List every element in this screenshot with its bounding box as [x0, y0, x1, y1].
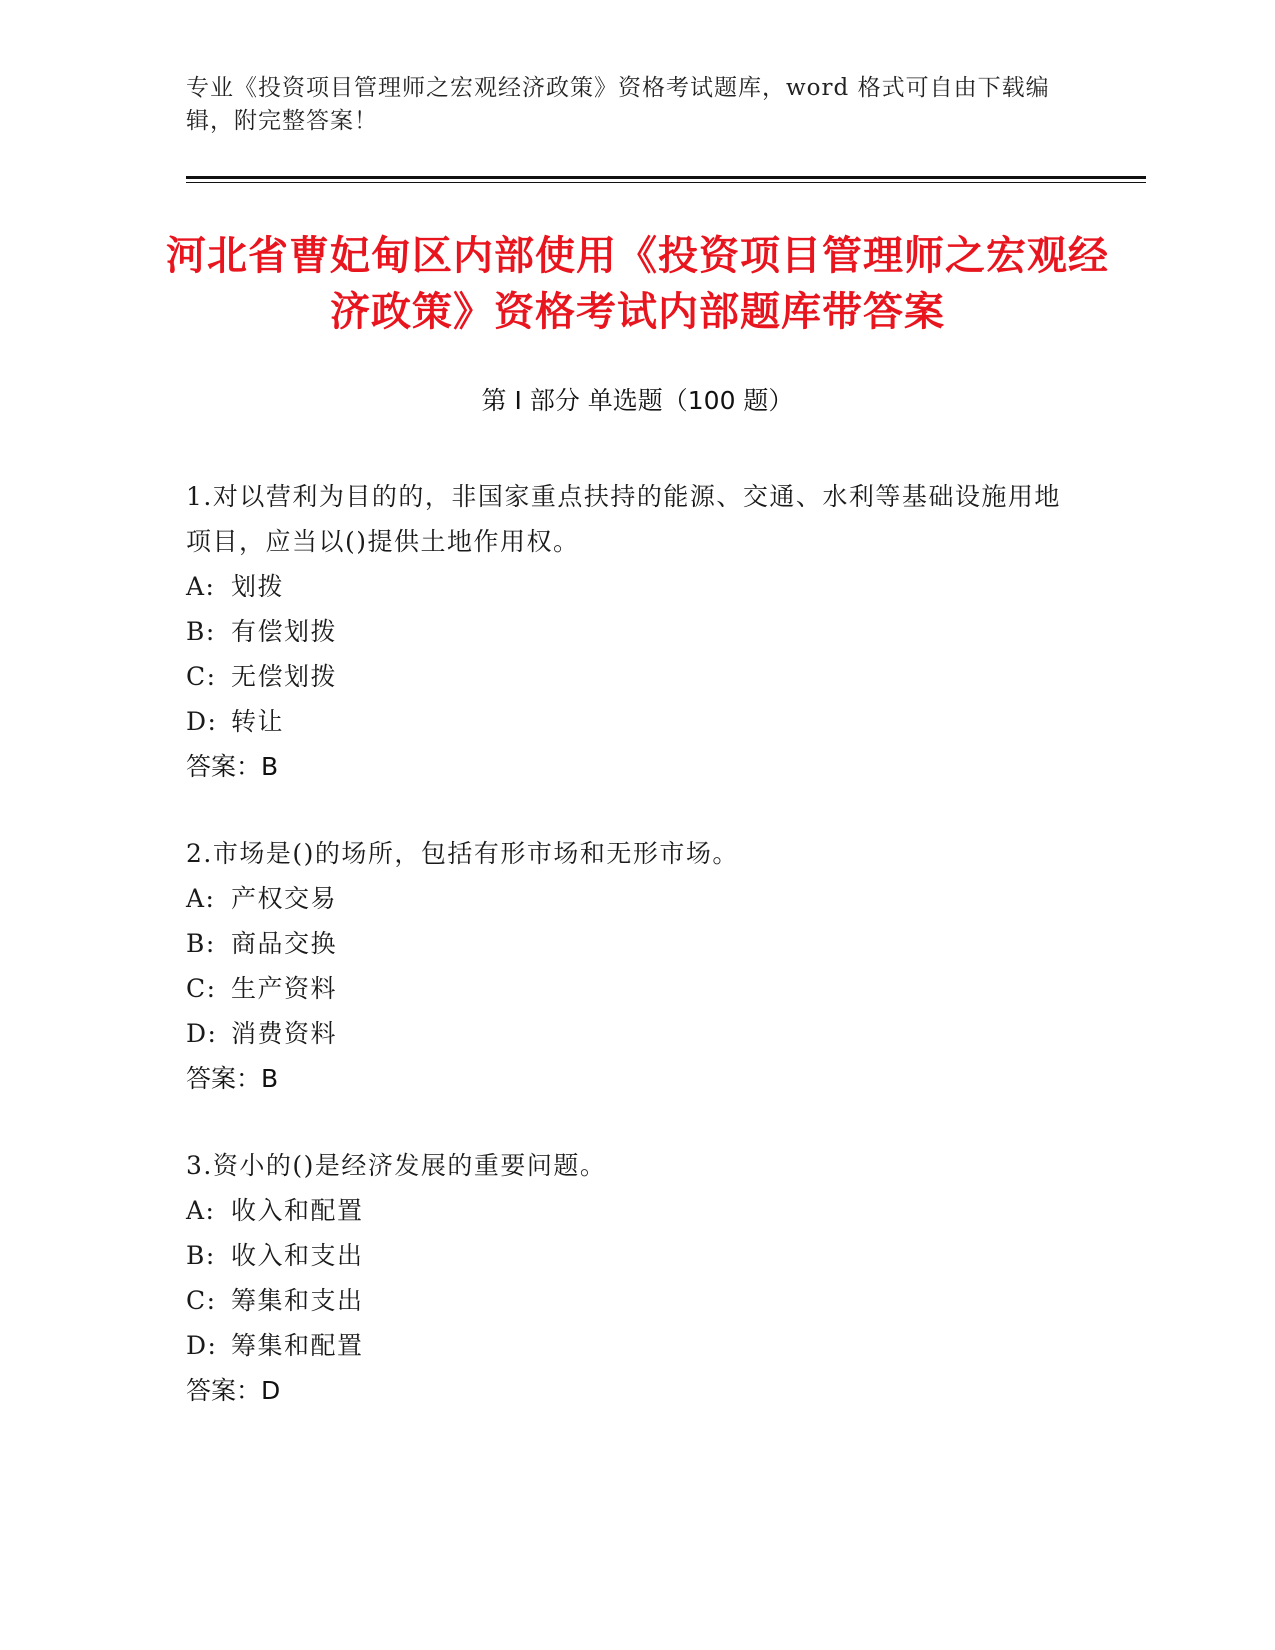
- option-d: [186, 699, 1066, 744]
- option-key: B:: [186, 929, 216, 958]
- header-note: 专业《投资项目管理师之宏观经济政策》资格考试题库，word 格式可自由下载编辑，附完整答案！: [186, 75, 1050, 134]
- option-key: B:: [186, 617, 216, 646]
- option-text: 划拨: [231, 572, 285, 601]
- option-text: 收入和支出: [231, 1241, 364, 1270]
- option-d: [186, 1323, 1066, 1368]
- option-text: 消费资料: [231, 1019, 338, 1048]
- option-key: A:: [186, 884, 216, 913]
- option-key: B:: [186, 1241, 216, 1270]
- option-a: [186, 876, 1066, 921]
- question-1: [186, 474, 1066, 789]
- option-b: [186, 921, 1066, 966]
- option-text: 产权交易: [231, 884, 338, 913]
- document-title: 河北省曹妃甸区内部使用《投资项目管理师之宏观经济政策》资格考试内部题库带答案: [166, 233, 1109, 335]
- option-b: [186, 1233, 1066, 1278]
- section-heading: 第 I 部分 单选题（100 题）: [481, 386, 794, 415]
- header-divider-thin: [186, 182, 1146, 183]
- question-list: [186, 474, 1066, 1455]
- option-a: [186, 1188, 1066, 1233]
- option-key: C:: [186, 662, 217, 691]
- question-3: [186, 1143, 1066, 1413]
- option-text: 无偿划拨: [231, 662, 338, 691]
- option-c: [186, 654, 1066, 699]
- header-divider-thick: [186, 176, 1146, 179]
- option-text: 收入和配置: [231, 1196, 364, 1225]
- option-d: [186, 1011, 1066, 1056]
- option-text: 筹集和配置: [231, 1331, 364, 1360]
- option-b: [186, 609, 1066, 654]
- option-key: A:: [186, 572, 216, 601]
- option-key: A:: [186, 1196, 216, 1225]
- option-text: 筹集和支出: [231, 1286, 364, 1315]
- option-text: 转让: [231, 707, 285, 736]
- option-c: [186, 966, 1066, 1011]
- option-text: 有偿划拨: [231, 617, 338, 646]
- option-text: 商品交换: [231, 929, 338, 958]
- option-key: D:: [186, 707, 218, 736]
- answer-line: 答案：D: [186, 1376, 281, 1405]
- answer-line: 答案：B: [186, 752, 279, 781]
- question-stem: 3.资小的()是经济发展的重要问题。: [186, 1151, 607, 1180]
- question-2: [186, 831, 1066, 1101]
- option-key: D:: [186, 1331, 218, 1360]
- option-key: C:: [186, 1286, 217, 1315]
- question-stem: 2.市场是()的场所，包括有形市场和无形市场。: [186, 839, 739, 868]
- question-stem: 1.对以营利为目的的，非国家重点扶持的能源、交通、水利等基础设施用地项目，应当以()提供土地作用权。: [186, 482, 1061, 556]
- answer-line: 答案：B: [186, 1064, 279, 1093]
- option-text: 生产资料: [231, 974, 338, 1003]
- option-a: [186, 564, 1066, 609]
- option-key: C:: [186, 974, 217, 1003]
- option-c: [186, 1278, 1066, 1323]
- option-key: D:: [186, 1019, 218, 1048]
